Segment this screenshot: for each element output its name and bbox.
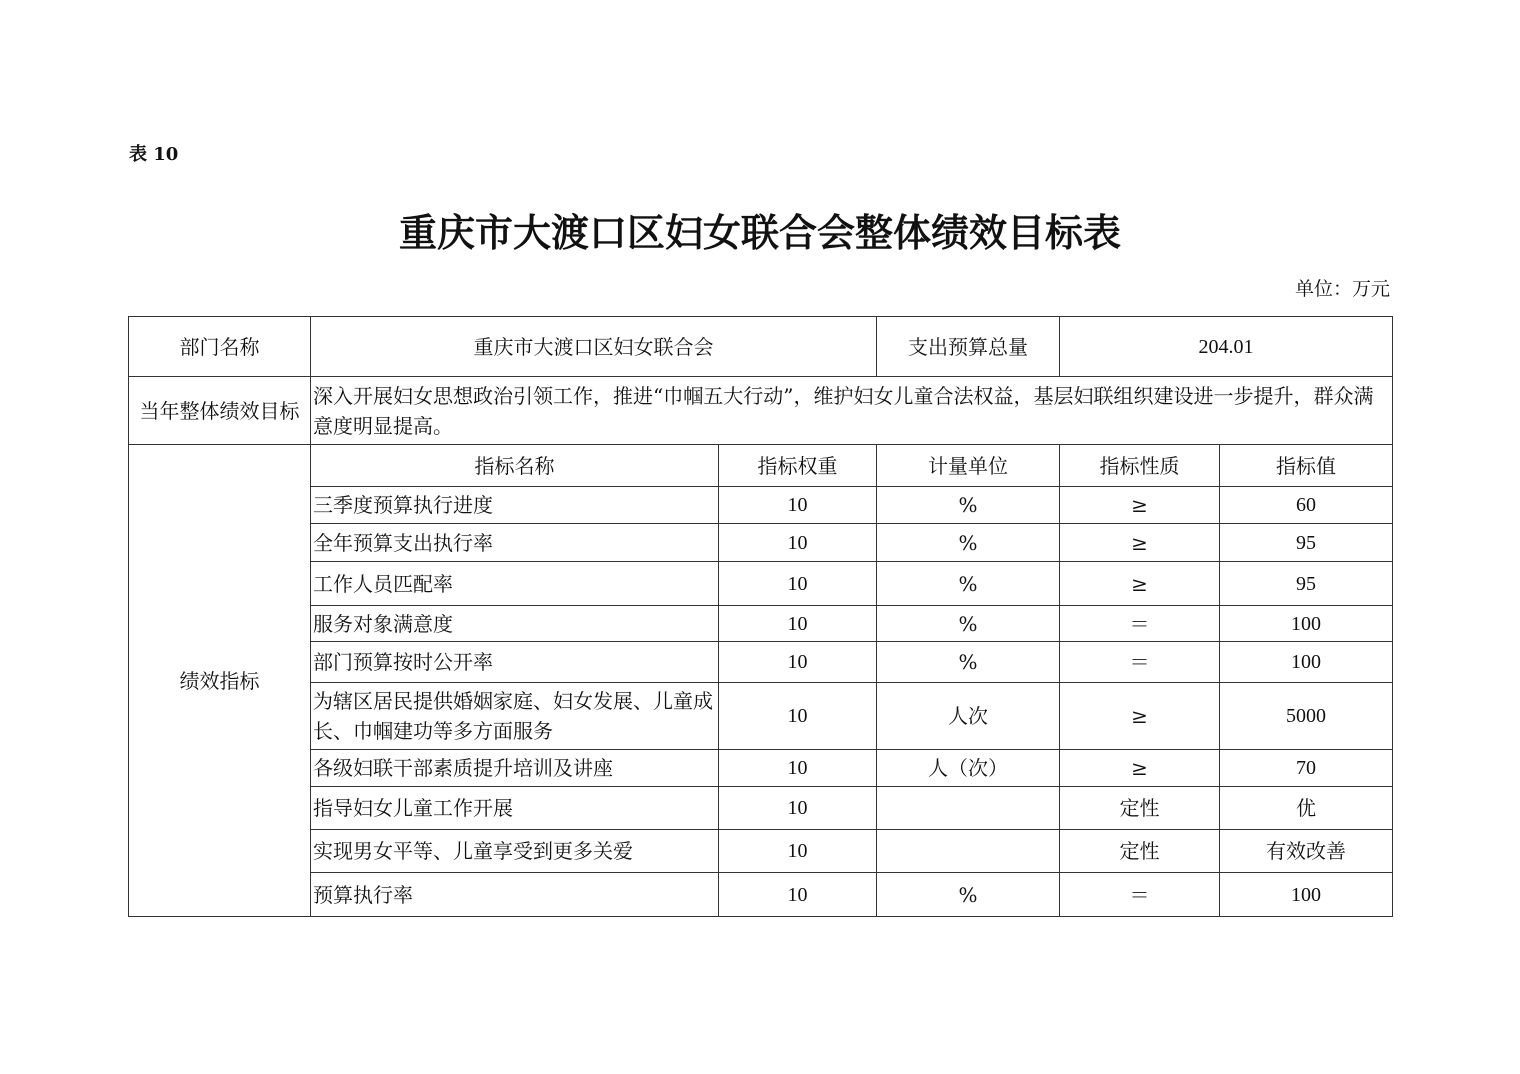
indicator-name: 预算执行率 (311, 873, 719, 917)
indicator-weight: 10 (719, 524, 877, 562)
indicator-weight: 10 (719, 830, 877, 873)
indicator-row (129, 606, 1393, 642)
indicator-unit: % (877, 562, 1060, 606)
annual-goal-text: 深入开展妇女思想政治引领工作，推进“巾帼五大行动”，维护妇女儿童合法权益，基层妇联组织建设进一步提升，群众满意度明显提高。 (311, 377, 1393, 445)
annual-goal-row (129, 377, 1393, 445)
indicator-value: 60 (1220, 487, 1393, 524)
indicator-nature: ＝ (1060, 873, 1220, 917)
indicator-unit: % (877, 642, 1060, 683)
indicator-row (129, 524, 1393, 562)
department-name-value: 重庆市大渡口区妇女联合会 (311, 317, 877, 377)
indicator-weight: 10 (719, 487, 877, 524)
indicator-name: 部门预算按时公开率 (311, 642, 719, 683)
indicator-row (129, 683, 1393, 750)
indicator-weight: 10 (719, 642, 877, 683)
indicator-row (129, 830, 1393, 873)
indicator-row (129, 487, 1393, 524)
table-number: 表 10 (129, 144, 179, 165)
indicator-name: 工作人员匹配率 (311, 562, 719, 606)
document-title: 重庆市大渡口区妇女联合会整体绩效目标表 (398, 211, 1121, 255)
indicator-unit (877, 787, 1060, 830)
indicator-row (129, 873, 1393, 917)
indicator-unit: % (877, 606, 1060, 642)
indicator-unit (877, 830, 1060, 873)
department-row (129, 317, 1393, 377)
indicator-unit: % (877, 524, 1060, 562)
indicator-name: 实现男女平等、儿童享受到更多关爱 (311, 830, 719, 873)
indicator-weight: 10 (719, 562, 877, 606)
indicator-nature: ＝ (1060, 606, 1220, 642)
indicator-unit: 人次 (877, 683, 1060, 750)
indicator-weight: 10 (719, 606, 877, 642)
unit-label: 单位：万元 (1294, 278, 1390, 300)
indicator-value: 100 (1220, 642, 1393, 683)
indicator-row (129, 642, 1393, 683)
indicator-nature: ≥ (1060, 562, 1220, 606)
indicator-value: 有效改善 (1220, 830, 1393, 873)
indicator-value: 5000 (1220, 683, 1393, 750)
indicator-name: 三季度预算执行进度 (311, 487, 719, 524)
indicator-value: 100 (1220, 873, 1393, 917)
indicator-nature: ＝ (1060, 642, 1220, 683)
indicator-value: 95 (1220, 562, 1393, 606)
budget-total-label: 支出预算总量 (877, 317, 1060, 377)
indicator-nature: ≥ (1060, 750, 1220, 787)
indicator-row (129, 750, 1393, 787)
department-name-label: 部门名称 (129, 317, 311, 377)
indicator-row (129, 562, 1393, 606)
header-indicator-name: 指标名称 (311, 445, 719, 487)
indicator-nature: 定性 (1060, 830, 1220, 873)
header-indicator-value: 指标值 (1220, 445, 1393, 487)
indicator-unit: 人（次） (877, 750, 1060, 787)
indicator-unit: % (877, 487, 1060, 524)
indicator-weight: 10 (719, 873, 877, 917)
indicator-row (129, 787, 1393, 830)
indicator-name: 指导妇女儿童工作开展 (311, 787, 719, 830)
header-indicator-nature: 指标性质 (1060, 445, 1220, 487)
header-indicator-weight: 指标权重 (719, 445, 877, 487)
indicator-value: 优 (1220, 787, 1393, 830)
budget-total-value: 204.01 (1060, 317, 1393, 377)
header-measure-unit: 计量单位 (877, 445, 1060, 487)
indicator-value: 100 (1220, 606, 1393, 642)
indicators-section-label: 绩效指标 (129, 445, 311, 917)
indicator-weight: 10 (719, 683, 877, 750)
indicator-weight: 10 (719, 787, 877, 830)
indicator-value: 70 (1220, 750, 1393, 787)
indicator-name: 为辖区居民提供婚姻家庭、妇女发展、儿童成长、巾帼建功等多方面服务 (311, 683, 719, 750)
indicator-unit: % (877, 873, 1060, 917)
indicator-nature: ≥ (1060, 683, 1220, 750)
indicator-nature: ≥ (1060, 487, 1220, 524)
annual-goal-label: 当年整体绩效目标 (129, 377, 311, 445)
indicator-header-row (129, 445, 1393, 487)
indicator-nature: 定性 (1060, 787, 1220, 830)
indicator-value: 95 (1220, 524, 1393, 562)
indicator-name: 全年预算支出执行率 (311, 524, 719, 562)
indicator-weight: 10 (719, 750, 877, 787)
indicator-name: 服务对象满意度 (311, 606, 719, 642)
performance-target-table (128, 316, 1393, 917)
indicator-name: 各级妇联干部素质提升培训及讲座 (311, 750, 719, 787)
indicator-nature: ≥ (1060, 524, 1220, 562)
